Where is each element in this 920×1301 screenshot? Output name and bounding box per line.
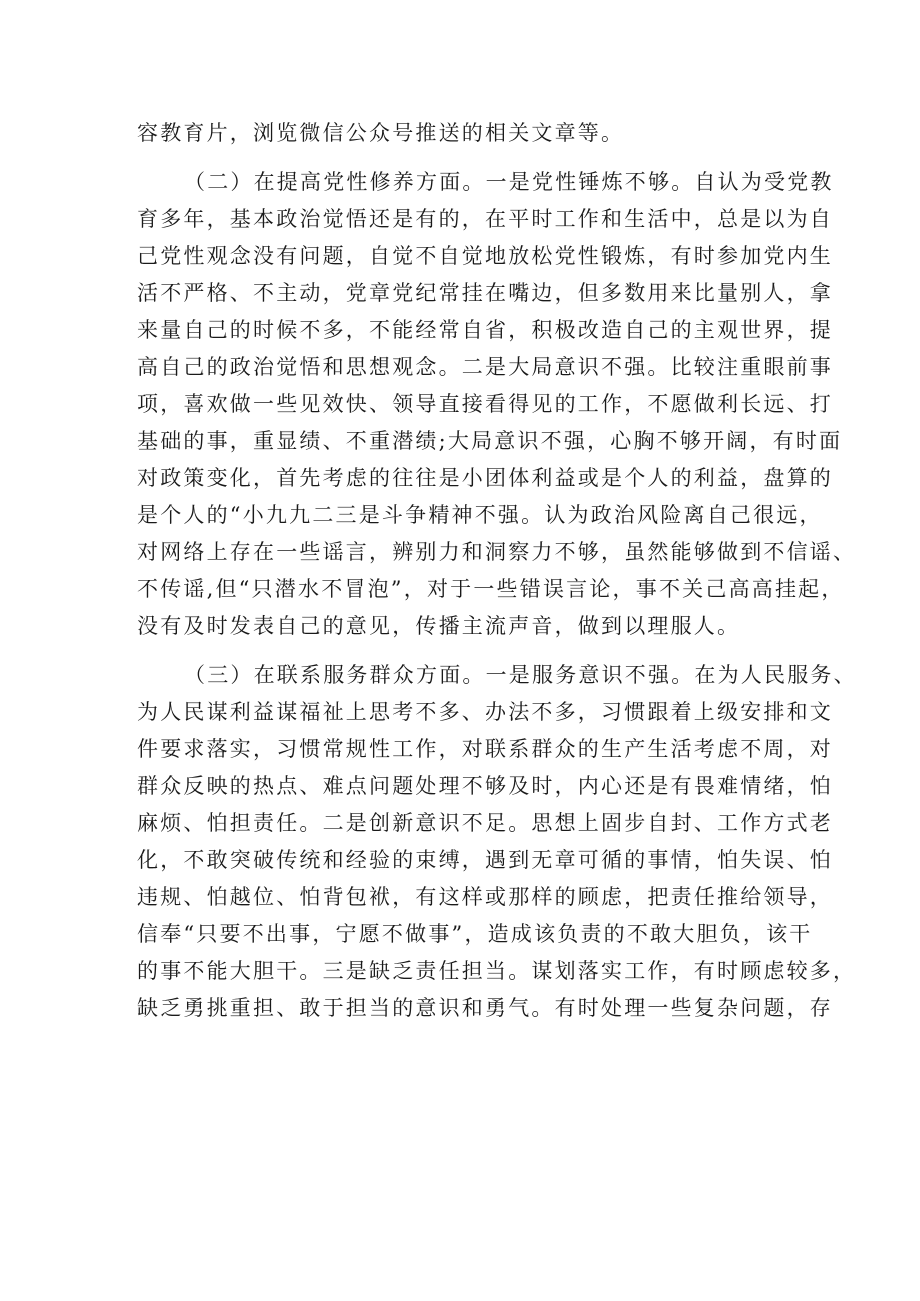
text-line: （二）在提高党性修养方面。一是党性锤炼不够。自认为受党教	[184, 170, 834, 194]
text-line: 基础的事，重显绩、不重潜绩;大局意识不强，心胸不够开阔，有时面	[137, 429, 843, 453]
text-line: 育多年，基本政治觉悟还是有的，在平时工作和生活中，总是以为自	[137, 207, 833, 231]
paragraph-gap	[137, 152, 789, 164]
paragraph-continuation	[137, 115, 789, 152]
text-line: 件要求落实，习惯常规性工作，对联系群众的生产生活考虑不周，对	[137, 737, 833, 761]
text-line: 对网络上存在一些谣言，辨别力和洞察力不够，虽然能够做到不信谣、	[137, 540, 857, 564]
text-line: 没有及时发表自己的意见，传播主流声音，做到以理服人。	[137, 614, 741, 638]
text-line: 化，不敢突破传统和经验的束缚，遇到无章可循的事情，怕失误、怕	[137, 848, 833, 872]
text-line: 麻烦、怕担责任。二是创新意识不足。思想上固步自封、工作方式老	[137, 811, 833, 835]
paragraph-section-2	[137, 164, 857, 645]
paragraph-gap	[137, 645, 789, 657]
text-line: 活不严格、不主动，党章党纪常挂在嘴边，但多数用来比量别人，拿	[137, 281, 833, 305]
text-line: 容教育片，浏览微信公众号推送的相关文章等。	[137, 121, 625, 145]
text-line: 缺乏勇挑重担、敢于担当的意识和勇气。有时处理一些复杂问题，存	[137, 996, 833, 1020]
text-line: 对政策变化，首先考虑的往往是小团体利益或是个人的利益，盘算的	[137, 466, 833, 490]
text-line: 不传谣,但“只潜水不冒泡”，对于一些错误言论，事不关己高高挂起，	[137, 577, 845, 601]
text-line: 信奉“只要不出事，宁愿不做事”，造成该负责的不敢大胆负，该干	[137, 922, 813, 946]
text-line: 为人民谋利益谋福祉上思考不多、办法不多，习惯跟着上级安排和文	[137, 700, 833, 724]
paragraph-section-3	[137, 657, 857, 1027]
text-line: 群众反映的热点、难点问题处理不够及时，内心还是有畏难情绪，怕	[137, 774, 833, 798]
text-line: 己党性观念没有问题，自觉不自觉地放松党性锻炼，有时参加党内生	[137, 244, 833, 268]
document-body	[137, 115, 857, 1027]
text-line: 的事不能大胆干。三是缺乏责任担当。谋划落实工作，有时顾虑较多，	[137, 959, 857, 983]
text-line: 高自己的政治觉悟和思想观念。二是大局意识不强。比较注重眼前事	[137, 355, 833, 379]
text-line: （三）在联系服务群众方面。一是服务意识不强。在为人民服务、	[184, 663, 857, 687]
text-line: 项，喜欢做一些见效快、领导直接看得见的工作，不愿做利长远、打	[137, 392, 833, 416]
text-line: 违规、怕越位、怕背包袱，有这样或那样的顾虑，把责任推给领导，	[137, 885, 833, 909]
text-line: 是个人的“小九九二三是斗争精神不强。认为政治风险离自己很远，	[137, 503, 823, 527]
text-line: 来量自己的时候不多，不能经常自省，积极改造自己的主观世界，提	[137, 318, 833, 342]
